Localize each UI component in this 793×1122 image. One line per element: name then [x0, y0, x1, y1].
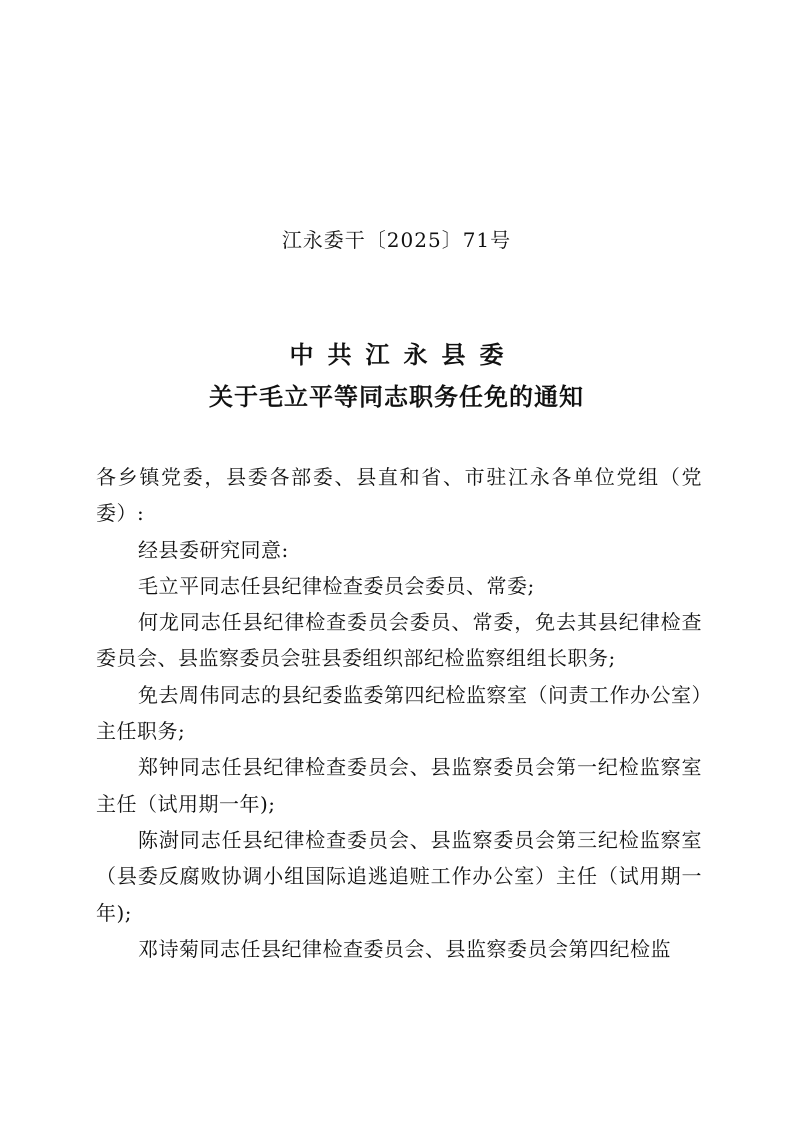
body-paragraph: 郑钟同志任县纪律检查委员会、县监察委员会第一纪检监察室主任（试用期一年); [96, 755, 702, 816]
document-body [96, 459, 702, 967]
notice-title: 关于毛立平等同志职务任免的通知 [209, 383, 584, 411]
body-paragraph: 陈澍同志任县纪律检查委员会、县监察委员会第三纪检监察室（县委反腐败协调小组国际追逃追赃工作办公室）主任（试用期一年); [96, 827, 702, 925]
document-number: 江永委干〔2025〕71号 [281, 228, 512, 252]
body-paragraph: 毛立平同志任县纪律检查委员会委员、常委; [138, 573, 535, 598]
body-paragraph: 经县委研究同意: [138, 537, 289, 562]
body-paragraph: 何龙同志任县纪律检查委员会委员、常委，免去其县纪律检查委员会、县监察委员会驻县委组织部纪检监察组组长职务; [96, 610, 702, 671]
body-paragraph: 邓诗菊同志任县纪律检查委员会、县监察委员会第四纪检监 [138, 936, 671, 961]
recipients-line: 各乡镇党委，县委各部委、县直和省、市驻江永各单位党组（党委）: [96, 465, 702, 526]
issuer-title: 中共江永县委 [289, 341, 518, 369]
body-paragraph: 免去周伟同志的县纪委监委第四纪检监察室（问责工作办公室）主任职务; [96, 682, 702, 744]
